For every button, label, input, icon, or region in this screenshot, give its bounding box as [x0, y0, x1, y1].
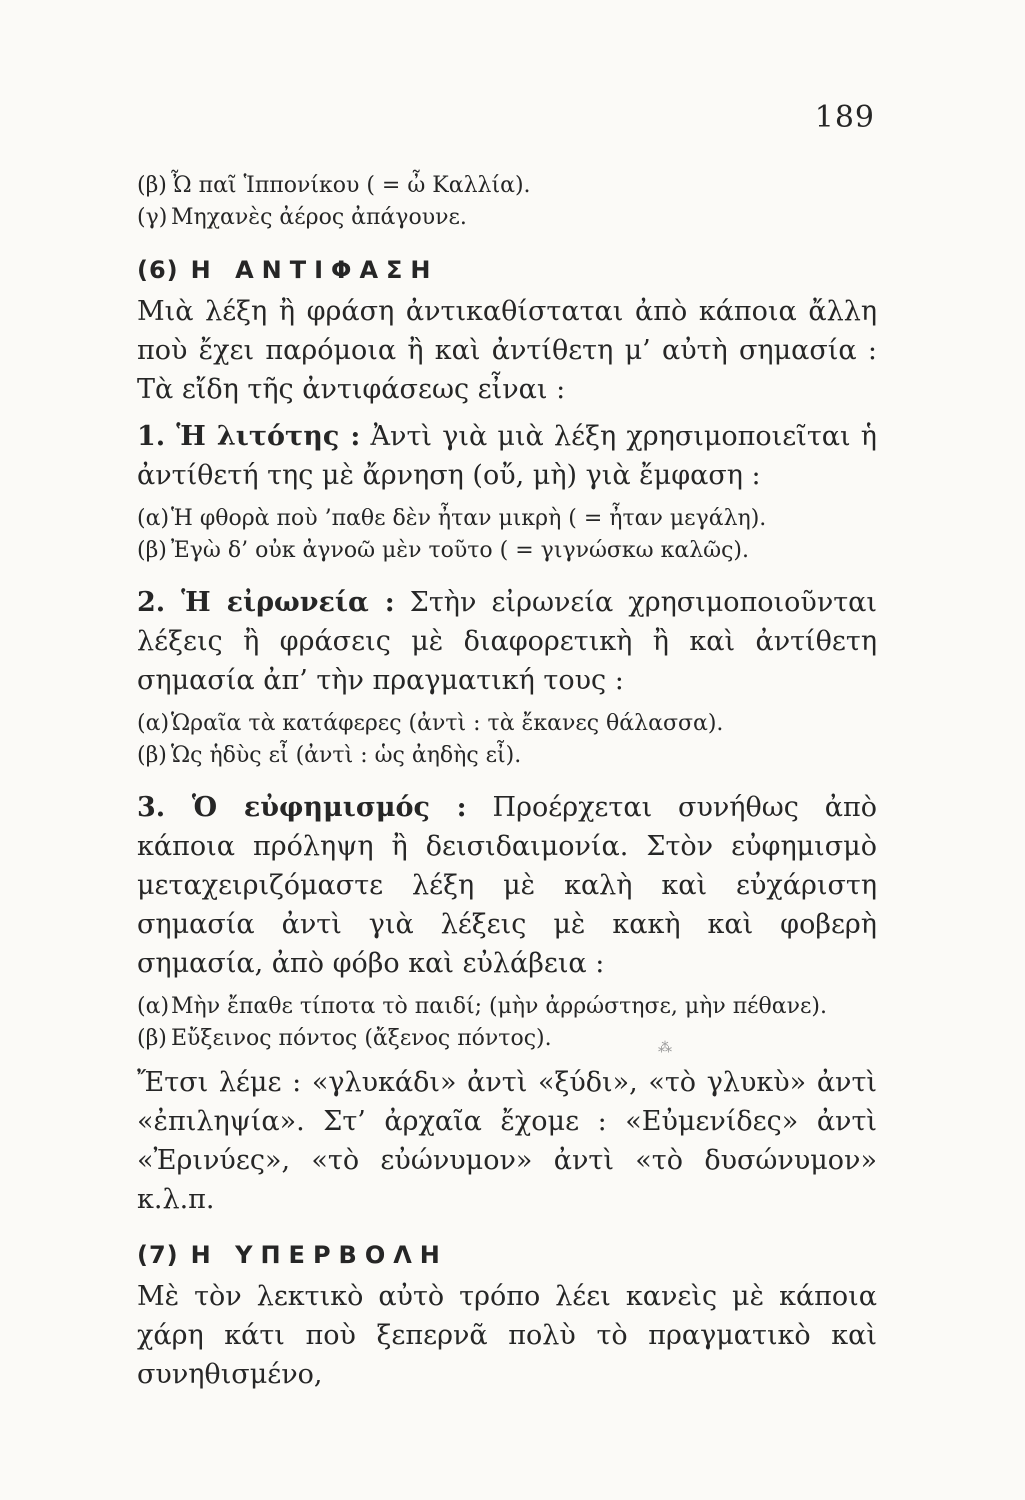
example-text: Ἐγὼ δ’ οὐκ ἀγνοῶ μὲν τοῦτο ( = γιγνώσκω καλῶς).: [171, 538, 749, 563]
page-number: 189: [814, 100, 875, 135]
example-label: (γ): [137, 205, 168, 230]
subsection-paragraph: [137, 583, 877, 700]
example-line: [137, 991, 877, 1023]
subsection-text: Ἀντὶ γιὰ μιὰ λέξη χρησιμοποιεῖται ἡ ἀντίθετή της μὲ ἄρνηση (οὔ, μὴ) γιὰ ἔμφαση :: [137, 421, 877, 491]
example-line: [137, 503, 877, 535]
section-number: (7): [137, 1241, 179, 1269]
example-label: (β): [137, 173, 167, 198]
section-intro: Μιὰ λέξη ἢ φράση ἀντικαθίσταται ἀπὸ κάποια ἄλλη ποὺ ἔχει παρόμοια ἢ καὶ ἀντίθετη μ’ αὐτὴ σημασία : Τὰ εἴδη τῆς ἀντιφάσεως εἶναι :: [137, 296, 877, 405]
example-label: (α): [137, 506, 170, 531]
example-line: [137, 535, 877, 567]
decorative-mark-icon: ⁂: [658, 1040, 670, 1056]
example-text: Ὡς ἡδὺς εἶ (ἀντὶ : ὡς ἀηδὴς εἶ).: [171, 743, 522, 768]
section-title: Η ΥΠΕΡΒΟΛΗ: [190, 1241, 448, 1269]
example-text: Μηχανὲς ἀέρος ἀπάγουνε.: [171, 205, 467, 230]
example-line: [137, 1023, 877, 1055]
subsection-heading: 1. Ἡ λιτότης :: [137, 421, 361, 452]
example-label: (β): [137, 743, 167, 768]
section-heading: [137, 1241, 877, 1269]
example-label: (β): [137, 1026, 167, 1051]
example-line: [137, 170, 877, 202]
subsection-paragraph: [137, 788, 877, 983]
section-title: Η ΑΝΤΙΦΑΣΗ: [190, 256, 439, 284]
example-text: Ἡ φθορὰ ποὺ ’παθε δὲν ἦταν μικρὴ ( = ἦταν μεγάλη).: [171, 506, 767, 531]
page-content: [137, 170, 877, 1394]
example-label: (α): [137, 711, 170, 736]
example-line: [137, 202, 877, 234]
example-text: Ὦ παῖ Ἱππονίκου ( = ὦ Καλλία).: [171, 173, 531, 198]
subsection-text: Προέρχεται συνήθως ἀπὸ κάποια πρόληψη ἢ δεισιδαιμονία. Στὸν εὐφημισμὸ μεταχειριζόμαστε λέξη μὲ καλὴ καὶ εὐχάριστη σημασία ἀντὶ γιὰ λέξεις μὲ κακὴ καὶ φοβερὴ σημασία, ἀπὸ φόβο καὶ εὐλάβεια :: [137, 792, 877, 979]
example-line: [137, 740, 877, 772]
subsection-heading: 2. Ἡ εἰρωνεία :: [137, 587, 395, 618]
example-label: (β): [137, 538, 167, 563]
section-heading: [137, 256, 877, 284]
example-text: Εὔξεινος πόντος (ἄξενος πόντος).: [171, 1026, 552, 1051]
subsection-text: Στὴν εἰρωνεία χρησιμοποιοῦνται λέξεις ἢ φράσεις μὲ διαφορετικὴ ἢ καὶ ἀντίθετη σημασία ἀπ’ τὴν πραγματική τους :: [137, 587, 877, 696]
subsection-heading: 3. Ὁ εὐφημισμός :: [137, 792, 467, 823]
closing-paragraph: Ἔτσι λέμε : «γλυκάδι» ἀντὶ «ξύδι», «τὸ γλυκὺ» ἀντὶ «ἐπιληψία». Στ’ ἀρχαῖα ἔχομε : «Εὐμενίδες» ἀντὶ «Ἐρινύες», «τὸ εὐώνυμον» ἀντὶ «τὸ δυσώνυμον» κ.λ.π.: [137, 1067, 877, 1215]
section-number: (6): [137, 256, 179, 284]
subsection-paragraph: [137, 417, 877, 495]
section-intro: Μὲ τὸν λεκτικὸ αὐτὸ τρόπο λέει κανεὶς μὲ κάποια χάρη κάτι ποὺ ξεπερνᾶ πολὺ τὸ πραγματικὸ καὶ συνηθισμένο,: [137, 1281, 877, 1390]
example-text: Μὴν ἔπαθε τίποτα τὸ παιδί; (μὴν ἀρρώστησε, μὴν πέθανε).: [171, 994, 827, 1019]
example-line: [137, 708, 877, 740]
example-text: Ὡραῖα τὰ κατάφερες (ἀντὶ : τὰ ἔκανες θάλασσα).: [171, 711, 724, 736]
example-label: (α): [137, 994, 170, 1019]
